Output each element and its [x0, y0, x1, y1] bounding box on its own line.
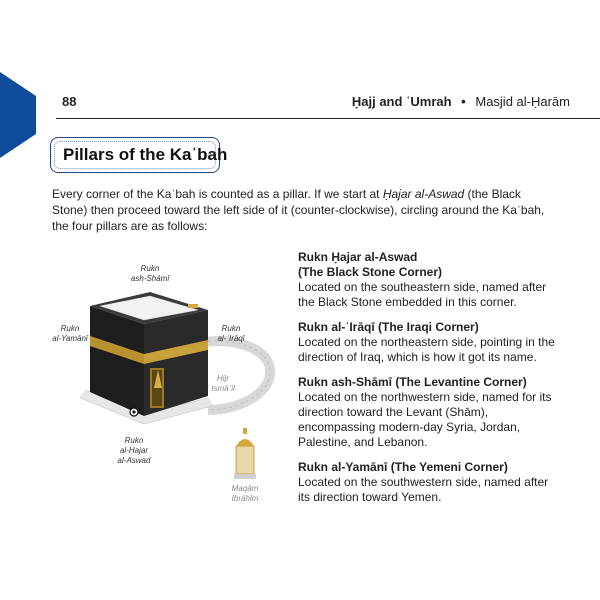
section-heading-box: [50, 137, 228, 173]
running-header: [56, 88, 600, 119]
pillar-text: Located on the southwestern side, named after its direction toward Yemen.: [298, 475, 549, 504]
pillar-text: Located on the northeastern side, pointing in the direction of Iraq, which is how it got its name.: [298, 335, 555, 364]
page-number: 88: [62, 94, 77, 109]
intro-text-2: (the Black Stone) then proceed toward the left side of it (counter-clockwise), circling around the Kaʿbah, the four pillars are as follows:: [52, 187, 545, 233]
label-hijr-ismail: Ḥijr Ismāʿīl: [211, 374, 235, 393]
section-title: Pillars of the Kaʿbah: [63, 145, 228, 164]
pillar-title: Rukn al-Yamānī (The Yemeni Corner): [298, 460, 508, 474]
pillar-text: Located on the southeastern side, named after the Black Stone embedded in this corner.: [298, 280, 547, 309]
intro-italic: Ḥajar al-Aswad: [382, 187, 465, 201]
label-rukn-shami: Rukn ash-Shāmī: [130, 264, 170, 283]
pillar-iraqi: [298, 320, 560, 365]
running-title-main: Ḥajj and ʿUmrah: [351, 94, 452, 109]
pillar-shami: [298, 375, 560, 450]
intro-text-1: Every corner of the Kaʿbah is counted as a pillar. If we start at: [52, 187, 383, 201]
running-title-sub: Masjid al-Ḥarām: [475, 94, 570, 109]
pillar-yamani: [298, 460, 560, 505]
label-rukn-aswad: Rukn al-Ḥajar al-Aswad: [117, 436, 151, 465]
running-title: [352, 94, 570, 109]
label-rukn-iraqi: Rukn al-ʿIrāqī: [217, 324, 245, 343]
page-edge-tab: [0, 0, 40, 170]
header-bullet: •: [461, 94, 466, 109]
pillar-subtitle: (The Black Stone Corner): [298, 265, 443, 279]
pillar-title: Rukn al-ʿIrāqī (The Iraqi Corner): [298, 320, 479, 334]
pillar-title: Rukn Ḥajar al-Aswad: [298, 250, 418, 264]
pillar-aswad: [298, 250, 560, 310]
intro-paragraph: [52, 186, 552, 234]
pillar-text: Located on the northwestern side, named for its direction toward the Levant (Shām), encompassing modern-day Syria, Jordan, Palestine, and Lebanon.: [298, 390, 552, 449]
label-rukn-yamani: Rukn al-Yamānī: [52, 324, 88, 343]
label-maqam-ibrahim: Maqām Ibrāhīm: [231, 484, 259, 503]
pillar-definitions: [298, 250, 560, 515]
pillar-title: Rukn ash-Shāmī (The Levantine Corner): [298, 375, 527, 389]
kaabah-illustration: [40, 250, 290, 530]
